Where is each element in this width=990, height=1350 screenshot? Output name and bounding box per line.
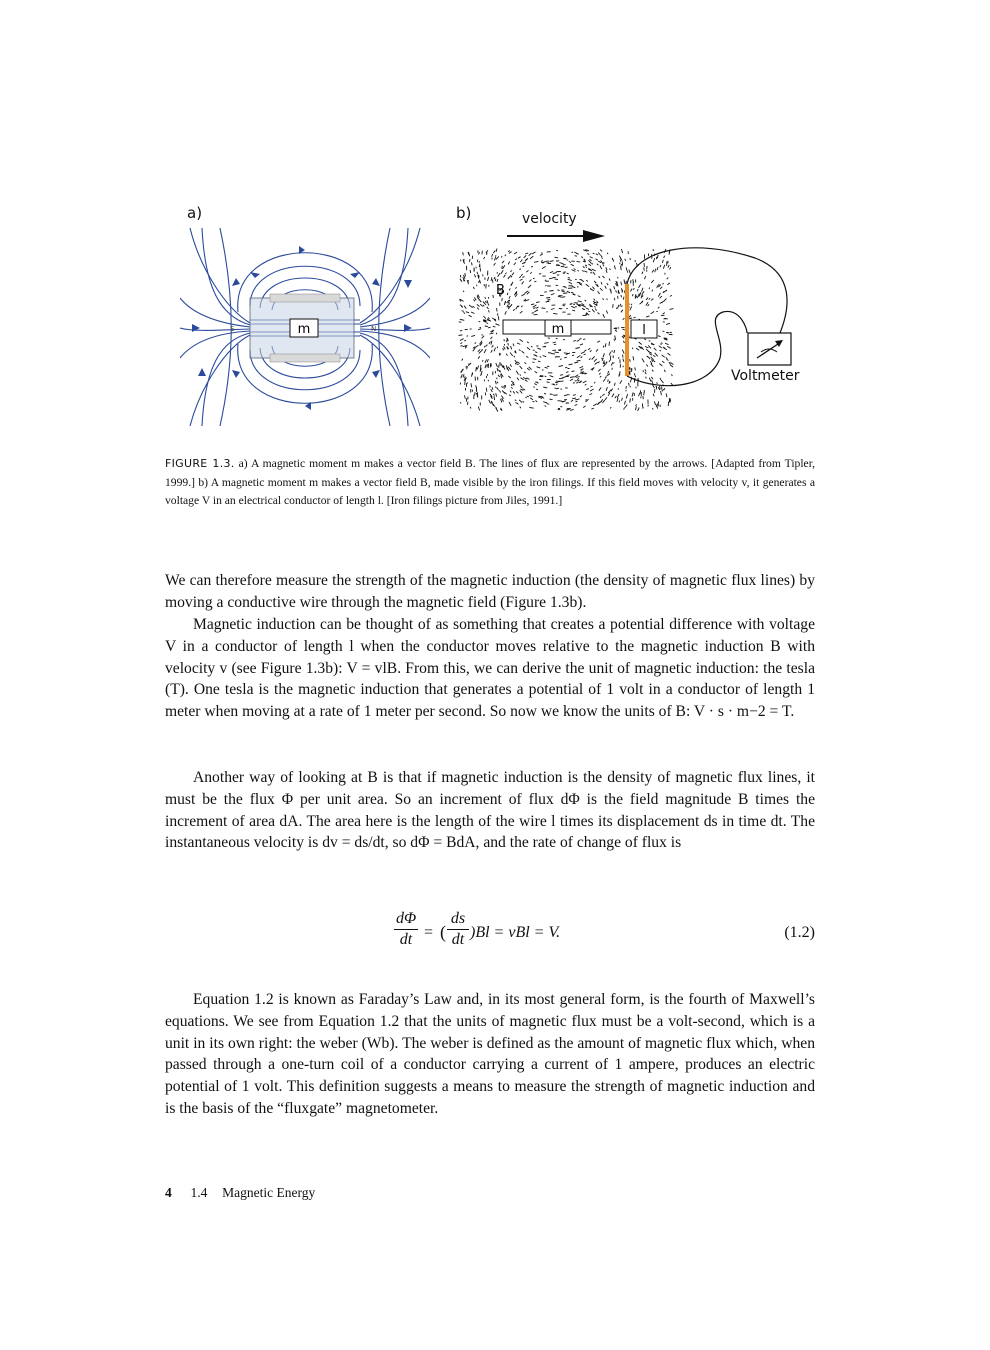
eq-equals: = (424, 924, 434, 941)
panel-a-field-diagram (180, 228, 430, 426)
caption-text: a) A magnetic moment m makes a vector field B. The lines of flux are represented by the arrows. [Adapted from Tipler, 1999.] b) A magnetic moment m makes a vector field B, made visible by the iron filings. If this field moves with velocity v, it generates a voltage V in an electrical conductor of length l. [Iron filings picture from Jiles, 1991.] (165, 457, 815, 508)
eq-rest: )Bl = vBl = V. (470, 924, 561, 941)
panel-a-label: a) (187, 204, 203, 222)
field-b-label: B (496, 283, 505, 298)
eq-inner-denominator: dt (451, 931, 465, 948)
voltmeter-label: Voltmeter (731, 368, 800, 384)
pole-n-label: N (371, 325, 377, 333)
panel-b-iron-filings-diagram (455, 228, 815, 418)
equation-1-2 (165, 908, 815, 958)
caption-figure-number: FIGURE 1.3. (165, 457, 235, 470)
eq-lhs-numerator: dΦ (394, 910, 418, 930)
velocity-arrow-head (583, 230, 605, 242)
page-footer (165, 1185, 315, 1201)
paragraph-2: Magnetic induction can be thought of as something that creates a potential difference with voltage V in a conductor of length l when the conductor moves relative to the magnetic induction B with velocity v (see Figure 1.3b): V = vlB. From this, we can derive the unit of magnetic induction: the tesla (T). One tesla is the magnetic induction that generates a potential of 1 volt in a conductor of length 1 meter when moving at a rate of 1 meter per second. So now we know the units of B: V · s · m−2 = T. (165, 616, 815, 721)
page-number: 4 (165, 1185, 172, 1200)
paragraph-4: Equation 1.2 is known as Faraday’s Law and, in its most general form, is the fourth of Maxwell’s equations. We see from Equation 1.2 that the units of magnetic flux must be a volt-second, which is a unit in its own right: the weber (Wb). The weber is defined as the amount of magnetic flux which, when passed through a one-turn coil of a conductor carrying a current of 1 ampere, produces an electric potential of 1 volt. This definition suggests a means to measure the strength of magnetic induction and is the basis of the “fluxgate” magnetometer. (165, 991, 815, 1117)
panel-b-magnet-label: m (551, 322, 565, 337)
figure-caption (165, 455, 815, 511)
velocity-label: velocity (522, 211, 577, 227)
eq-lhs-fraction (394, 910, 418, 949)
eq-open-paren: ( (440, 922, 446, 942)
eq-inner-numerator: ds (447, 910, 469, 930)
panel-b-label: b) (456, 204, 472, 222)
footer-section-number: 1.4 (190, 1185, 208, 1200)
conductor-length-label: l (642, 323, 646, 338)
footer-section-title: Magnetic Energy (222, 1185, 316, 1200)
panel-a-magnet-label: m (297, 322, 311, 337)
paragraph-3: Another way of looking at B is that if magnetic induction is the density of magnetic flux lines, it must be the flux Φ per unit area. So an increment of flux dΦ is the field magnitude B times the increment of area dA. The area here is the length of the wire l times its displacement ds in time dt. The instantaneous velocity is dv = ds/dt, so dΦ = BdA, and the rate of change of flux is (165, 769, 815, 852)
eq-number: (1.2) (784, 924, 815, 941)
paragraph-1: We can therefore measure the strength of the magnetic induction (the density of magnetic flux lines) by moving a conductive wire through the magnetic field (Figure 1.3b). (165, 572, 815, 611)
eq-lhs-denominator: dt (399, 931, 413, 948)
eq-inner-fraction (447, 910, 469, 949)
pole-s-label: S (230, 325, 235, 333)
